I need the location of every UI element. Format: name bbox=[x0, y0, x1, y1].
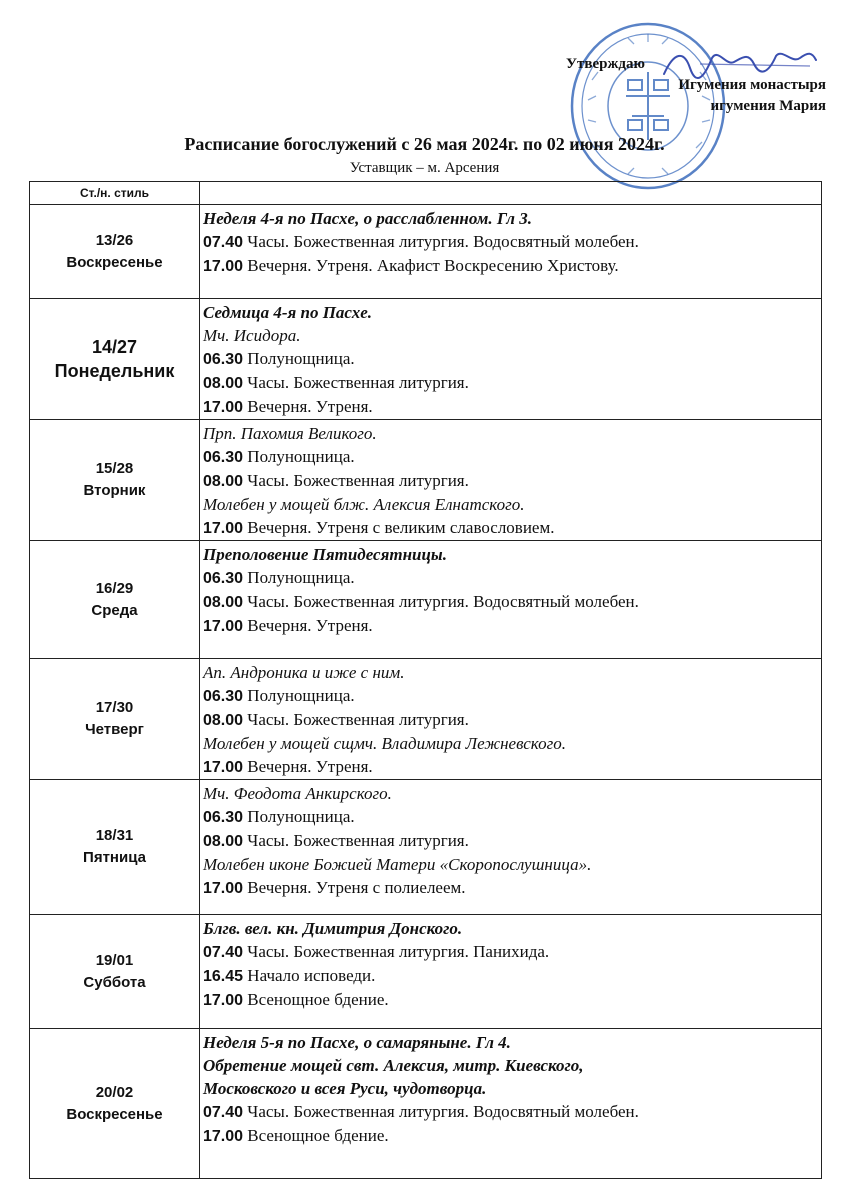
service-line bbox=[203, 230, 821, 254]
table-row bbox=[30, 780, 822, 915]
commemoration-line: Ап. Андроника и иже с ним. bbox=[203, 663, 405, 682]
service-text: Часы. Божественная литургия. bbox=[247, 710, 469, 729]
day-date: 16/29 bbox=[95, 579, 134, 597]
service-line bbox=[203, 590, 821, 614]
day-date: 13/26 bbox=[95, 231, 134, 249]
approval-line-position: Игумения монастыря bbox=[678, 77, 826, 93]
service-text: Полунощница. bbox=[247, 686, 355, 705]
services-cell bbox=[200, 1029, 822, 1179]
day-weekday: Воскресенье bbox=[66, 1105, 163, 1123]
services-cell bbox=[200, 205, 822, 299]
commemoration-line: Прп. Пахомия Великого. bbox=[203, 424, 377, 443]
page-subtitle: Уставщик – м. Арсения bbox=[349, 160, 500, 176]
service-time: 06.30 bbox=[203, 688, 244, 705]
service-text: Вечерня. Утреня. bbox=[247, 616, 373, 635]
service-time: 06.30 bbox=[203, 570, 244, 587]
service-text: Часы. Божественная литургия. bbox=[247, 471, 469, 490]
day-date: 18/31 bbox=[95, 827, 134, 844]
service-text: Часы. Божественная литургия. Водосвятный молебен. bbox=[247, 1102, 639, 1121]
feast-heading: Седмица 4-я по Пасхе. bbox=[203, 303, 373, 322]
service-text: Вечерня. Утреня с великим славословием. bbox=[247, 518, 555, 537]
page-title: Расписание богослужений с 26 мая 2024г. по 02 июня 2024г. bbox=[184, 134, 665, 154]
commemoration-line: Мч. Феодота Анкирского. bbox=[203, 784, 392, 803]
service-line bbox=[203, 940, 821, 964]
service-line bbox=[203, 876, 821, 900]
feast-heading: Неделя 5-я по Пасхе, о самаряныне. Гл 4. bbox=[203, 1033, 511, 1052]
service-line bbox=[203, 371, 821, 395]
day-date: 14/27 bbox=[91, 337, 138, 357]
service-time: 17.00 bbox=[203, 258, 244, 275]
commemoration-line: Молебен иконе Божией Матери «Скоропослушница». bbox=[203, 855, 592, 874]
service-time: 08.00 bbox=[203, 833, 244, 850]
feast-heading: Неделя 4-я по Пасхе, о расслабленном. Гл 3. bbox=[203, 209, 532, 228]
service-time: 17.00 bbox=[203, 992, 244, 1009]
service-line bbox=[203, 445, 821, 469]
day-cell bbox=[30, 205, 200, 299]
service-text: Вечерня. Утреня с полиелеем. bbox=[247, 878, 466, 897]
approval-line-approve: Утверждаю bbox=[566, 56, 645, 72]
service-line bbox=[203, 829, 821, 853]
day-date: 15/28 bbox=[95, 460, 134, 477]
day-cell bbox=[30, 420, 200, 541]
table-row bbox=[30, 1029, 822, 1179]
service-time: 16.45 bbox=[203, 968, 244, 985]
service-time: 17.00 bbox=[203, 880, 244, 897]
service-text: Вечерня. Утреня. bbox=[247, 757, 373, 776]
service-line bbox=[203, 347, 821, 371]
schedule-table bbox=[29, 181, 822, 1179]
service-text: Часы. Божественная литургия. Водосвятный молебен. bbox=[247, 232, 639, 251]
services-cell bbox=[200, 299, 822, 420]
service-text: Часы. Божественная литургия. Панихида. bbox=[247, 942, 550, 961]
service-line bbox=[203, 516, 821, 540]
service-time: 07.40 bbox=[203, 944, 244, 961]
day-date: 20/02 bbox=[95, 1083, 134, 1101]
service-time: 17.00 bbox=[203, 1128, 244, 1145]
day-cell bbox=[30, 541, 200, 659]
day-date: 19/01 bbox=[95, 951, 134, 969]
table-row bbox=[30, 915, 822, 1029]
commemoration-line: Мч. Исидора. bbox=[203, 326, 301, 345]
service-text: Начало исповеди. bbox=[247, 966, 376, 985]
service-text: Часы. Божественная литургия. bbox=[247, 373, 469, 392]
service-time: 17.00 bbox=[203, 759, 244, 776]
day-weekday: Понедельник bbox=[54, 361, 175, 381]
service-text: Полунощница. bbox=[247, 807, 355, 826]
service-line bbox=[203, 964, 821, 988]
day-weekday: Вторник bbox=[83, 482, 146, 499]
day-weekday: Суббота bbox=[83, 973, 146, 991]
service-line bbox=[203, 469, 821, 493]
service-line bbox=[203, 684, 821, 708]
service-text: Всенощное бдение. bbox=[247, 1126, 389, 1145]
commemoration-line: Молебен у мощей блж. Алексия Елнатского. bbox=[203, 495, 525, 514]
services-cell bbox=[200, 541, 822, 659]
table-row bbox=[30, 659, 822, 780]
day-weekday: Пятница bbox=[83, 849, 146, 866]
day-cell bbox=[30, 780, 200, 915]
service-line bbox=[203, 566, 821, 590]
approval-block bbox=[566, 54, 826, 117]
approval-line-name: игумения Мария bbox=[710, 98, 826, 114]
feast-heading: Блгв. вел. кн. Димитрия Донского. bbox=[203, 919, 463, 938]
table-row bbox=[30, 541, 822, 659]
service-time: 17.00 bbox=[203, 618, 244, 635]
service-time: 08.00 bbox=[203, 473, 244, 490]
day-weekday: Четверг bbox=[85, 721, 144, 738]
table-row bbox=[30, 299, 822, 420]
day-cell bbox=[30, 299, 200, 420]
service-text: Полунощница. bbox=[247, 447, 355, 466]
service-text: Всенощное бдение. bbox=[247, 990, 389, 1009]
service-line bbox=[203, 708, 821, 732]
service-line bbox=[203, 1100, 821, 1124]
feast-heading: Обретение мощей свт. Алексия, митр. Киевского, bbox=[203, 1056, 584, 1075]
header-services-column bbox=[200, 182, 822, 205]
service-time: 06.30 bbox=[203, 449, 244, 466]
feast-heading: Преполовение Пятидесятницы. bbox=[203, 545, 447, 564]
service-time: 08.00 bbox=[203, 712, 244, 729]
day-weekday: Среда bbox=[91, 601, 138, 619]
service-time: 06.30 bbox=[203, 809, 244, 826]
service-time: 17.00 bbox=[203, 520, 244, 537]
feast-heading: Московского и всея Руси, чудотворца. bbox=[203, 1079, 487, 1098]
day-weekday: Воскресенье bbox=[66, 253, 163, 271]
services-cell bbox=[200, 780, 822, 915]
table-row bbox=[30, 420, 822, 541]
service-line bbox=[203, 395, 821, 419]
service-line bbox=[203, 614, 821, 638]
service-time: 08.00 bbox=[203, 594, 244, 611]
service-time: 08.00 bbox=[203, 375, 244, 392]
service-text: Вечерня. Утреня. bbox=[247, 397, 373, 416]
day-cell bbox=[30, 915, 200, 1029]
service-line bbox=[203, 1124, 821, 1148]
header-style-column: Ст./н. стиль bbox=[30, 182, 200, 205]
services-cell bbox=[200, 915, 822, 1029]
table-row bbox=[30, 205, 822, 299]
service-line bbox=[203, 988, 821, 1012]
services-cell bbox=[200, 659, 822, 780]
day-cell bbox=[30, 1029, 200, 1179]
service-time: 07.40 bbox=[203, 234, 244, 251]
service-time: 07.40 bbox=[203, 1104, 244, 1121]
day-cell bbox=[30, 659, 200, 780]
service-text: Полунощница. bbox=[247, 349, 355, 368]
service-line bbox=[203, 805, 821, 829]
service-line bbox=[203, 254, 821, 278]
service-time: 17.00 bbox=[203, 399, 244, 416]
service-text: Часы. Божественная литургия. Водосвятный молебен. bbox=[247, 592, 639, 611]
service-text: Часы. Божественная литургия. bbox=[247, 831, 469, 850]
commemoration-line: Молебен у мощей сщмч. Владимира Лежневского. bbox=[203, 734, 566, 753]
table-header-row bbox=[30, 182, 822, 205]
service-text: Полунощница. bbox=[247, 568, 355, 587]
service-text: Вечерня. Утреня. Акафист Воскресению Христову. bbox=[247, 256, 619, 275]
service-time: 06.30 bbox=[203, 351, 244, 368]
services-cell bbox=[200, 420, 822, 541]
day-date: 17/30 bbox=[95, 699, 134, 716]
service-line bbox=[203, 755, 821, 779]
